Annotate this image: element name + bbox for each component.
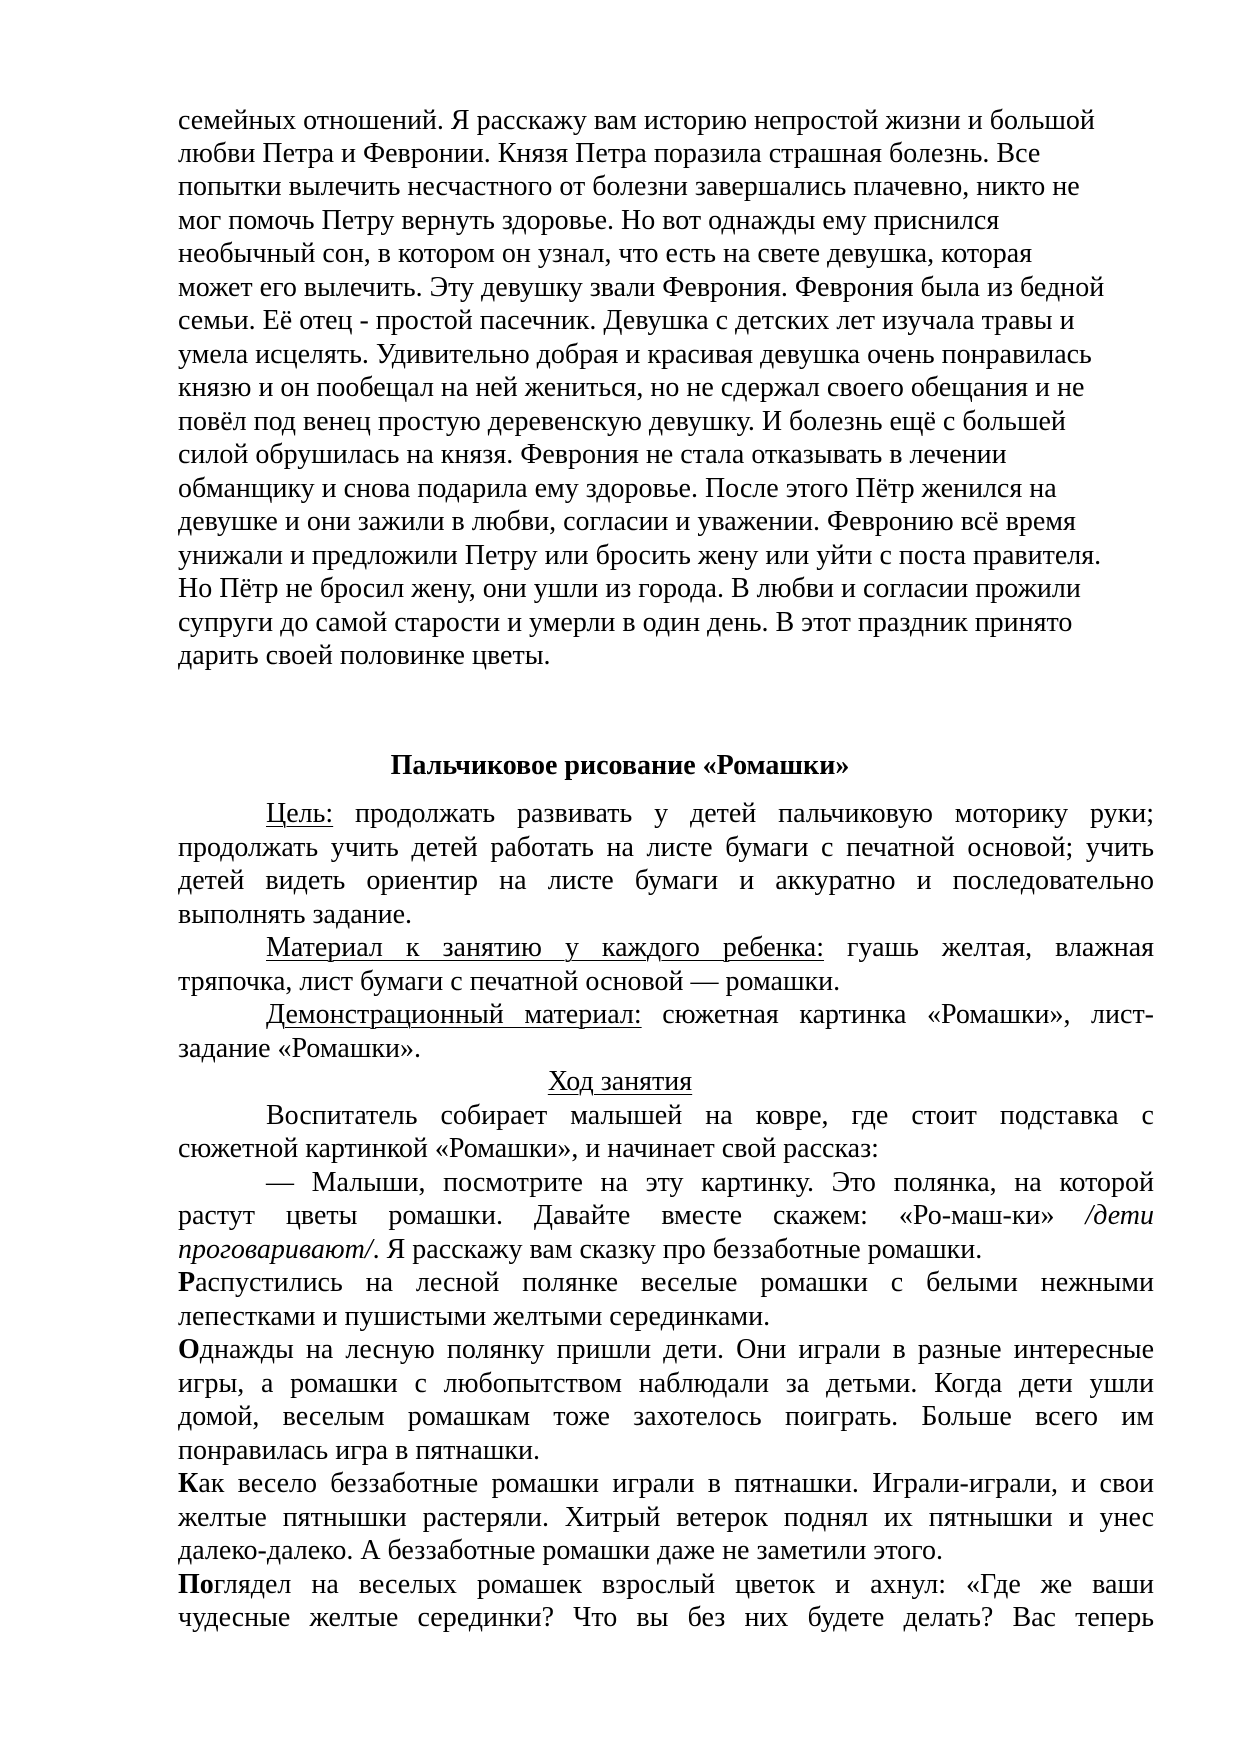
text-line: домой, веселым ромашкам тоже захотелось поиграть. Больше всего им (178, 1401, 1154, 1432)
text-line: понравилась игра в пятнашки. (178, 1435, 540, 1466)
text-line: лепестками и пушистыми желтыми серединками. (178, 1301, 771, 1332)
material-label: Материал к занятию у каждого ребенка: (266, 932, 825, 963)
text-line: унижали и предложили Петру или бросить жену или уйти с поста правителя. (178, 540, 1102, 571)
text-line: умела исцелять. Удивительно добрая и красивая девушка очень понравилась (178, 339, 1092, 370)
text-line (266, 797, 1154, 831)
text-line (178, 1266, 1154, 1300)
text-line: — Малыши, посмотрите на эту картинку. Это полянка, на которой (266, 1167, 1154, 1198)
text-line (178, 1333, 1154, 1367)
text-line: Но Пётр не бросил жену, они ушли из города. В любви и согласии прожили (178, 573, 1081, 604)
text-line: семейных отношений. Я расскажу вам историю непростой жизни и большой (178, 105, 1095, 136)
text-line: семьи. Её отец - простой пасечник. Девушка с детских лет изучала травы и (178, 305, 1075, 336)
text-line: Воспитатель собирает малышей на ковре, где стоит подставка с (266, 1100, 1154, 1131)
goal-text: продолжать развивать у детей пальчиковую моторику руки; (333, 798, 1154, 829)
text-line (178, 1467, 1154, 1501)
text-line: девушке и они зажили в любви, согласии и уважении. Февронию всё время (178, 506, 1076, 537)
material-text: гуашь желтая, влажная (824, 932, 1154, 963)
bold-initial: По (178, 1569, 214, 1600)
text-line: попытки вылечить несчастного от болезни завершались плачевно, никто не (178, 171, 1080, 202)
text-line: выполнять задание. (178, 899, 413, 930)
text-line: желтые пятнышки растеряли. Хитрый ветерок поднял их пятнышки и унес (178, 1502, 1154, 1533)
text-line: дарить своей половинке цветы. (178, 640, 551, 671)
paragraph-text: аспустились на лесной полянке веселые ромашки с белыми нежными (195, 1267, 1154, 1298)
bold-initial: К (178, 1468, 199, 1499)
bold-initial: О (178, 1334, 200, 1365)
text-line (178, 1199, 1154, 1233)
demo-label: Демонстрационный материал: (266, 999, 642, 1030)
text-line: игры, а ромашки с любопытством наблюдали за детьми. Когда дети ушли (178, 1368, 1154, 1399)
text-line: сюжетной картинкой «Ромашки», и начинает свой рассказ: (178, 1133, 879, 1164)
speech-text: . Я расскажу вам сказку про беззаботные ромашки. (372, 1234, 983, 1265)
text-line (266, 931, 1154, 965)
paragraph-text: глядел на веселых ромашек взрослый цветок и ахнул: «Где же ваши (213, 1569, 1154, 1600)
text-line: далеко-далеко. А беззаботные ромашки даже не заметили этого. (178, 1535, 943, 1566)
paragraph-text: ак весело беззаботные ромашки играли в пятнашки. Играли-играли, и свои (198, 1468, 1154, 1499)
goal-label: Цель: (266, 798, 334, 829)
text-line: задание «Ромашки». (178, 1033, 422, 1064)
course-heading (0, 1065, 1240, 1099)
text-line (266, 998, 1154, 1032)
text-line: чудесные желтые серединки? Что вы без них будете делать? Вас теперь (178, 1602, 1154, 1633)
text-line: любви Петра и Февронии. Князя Петра поразила страшная болезнь. Все (178, 138, 1041, 169)
text-line: необычный сон, в котором он узнал, что есть на свете девушка, которая (178, 238, 1033, 269)
text-line: князю и он пообещал на ней жениться, но не сдержал своего обещания и не (178, 372, 1085, 403)
paragraph-text: днажды на лесную полянку пришли дети. Они играли в разные интересные (199, 1334, 1154, 1365)
text-line (178, 1233, 982, 1267)
demo-text: сюжетная картинка «Ромашки», лист- (641, 999, 1154, 1030)
text-line: супруги до самой старости и умерли в один день. В этот праздник принято (178, 607, 1073, 638)
course-heading-text: Ход занятия (547, 1066, 693, 1097)
text-line: мог помочь Петру вернуть здоровье. Но вот однажды ему приснился (178, 205, 1000, 236)
speech-italic: /дети (1085, 1200, 1154, 1231)
text-line: обманщику и снова подарила ему здоровье. После этого Пётр женился на (178, 473, 1057, 504)
text-line: детей видеть ориентир на листе бумаги и аккуратно и последовательно (178, 865, 1154, 896)
text-line: силой обрушилась на князя. Феврония не стала отказывать в лечении (178, 439, 1007, 470)
section-title: Пальчиковое рисование «Ромашки» (390, 750, 850, 781)
text-line: тряпочка, лист бумаги с печатной основой — ромашки. (178, 966, 841, 997)
speech-italic: проговаривают/ (178, 1234, 373, 1265)
text-line: продолжать учить детей работать на листе бумаги с печатной основой; учить (178, 832, 1154, 863)
text-line: может его вылечить. Эту девушку звали Феврония. Феврония была из бедной (178, 272, 1105, 303)
text-line (178, 1568, 1154, 1602)
bold-initial: Р (178, 1267, 196, 1298)
text-line: повёл под венец простую деревенскую девушку. И болезнь ещё с большей (178, 406, 1066, 437)
speech-text: растут цветы ромашки. Давайте вместе скажем: «Ро-маш-ки» (178, 1200, 1086, 1231)
